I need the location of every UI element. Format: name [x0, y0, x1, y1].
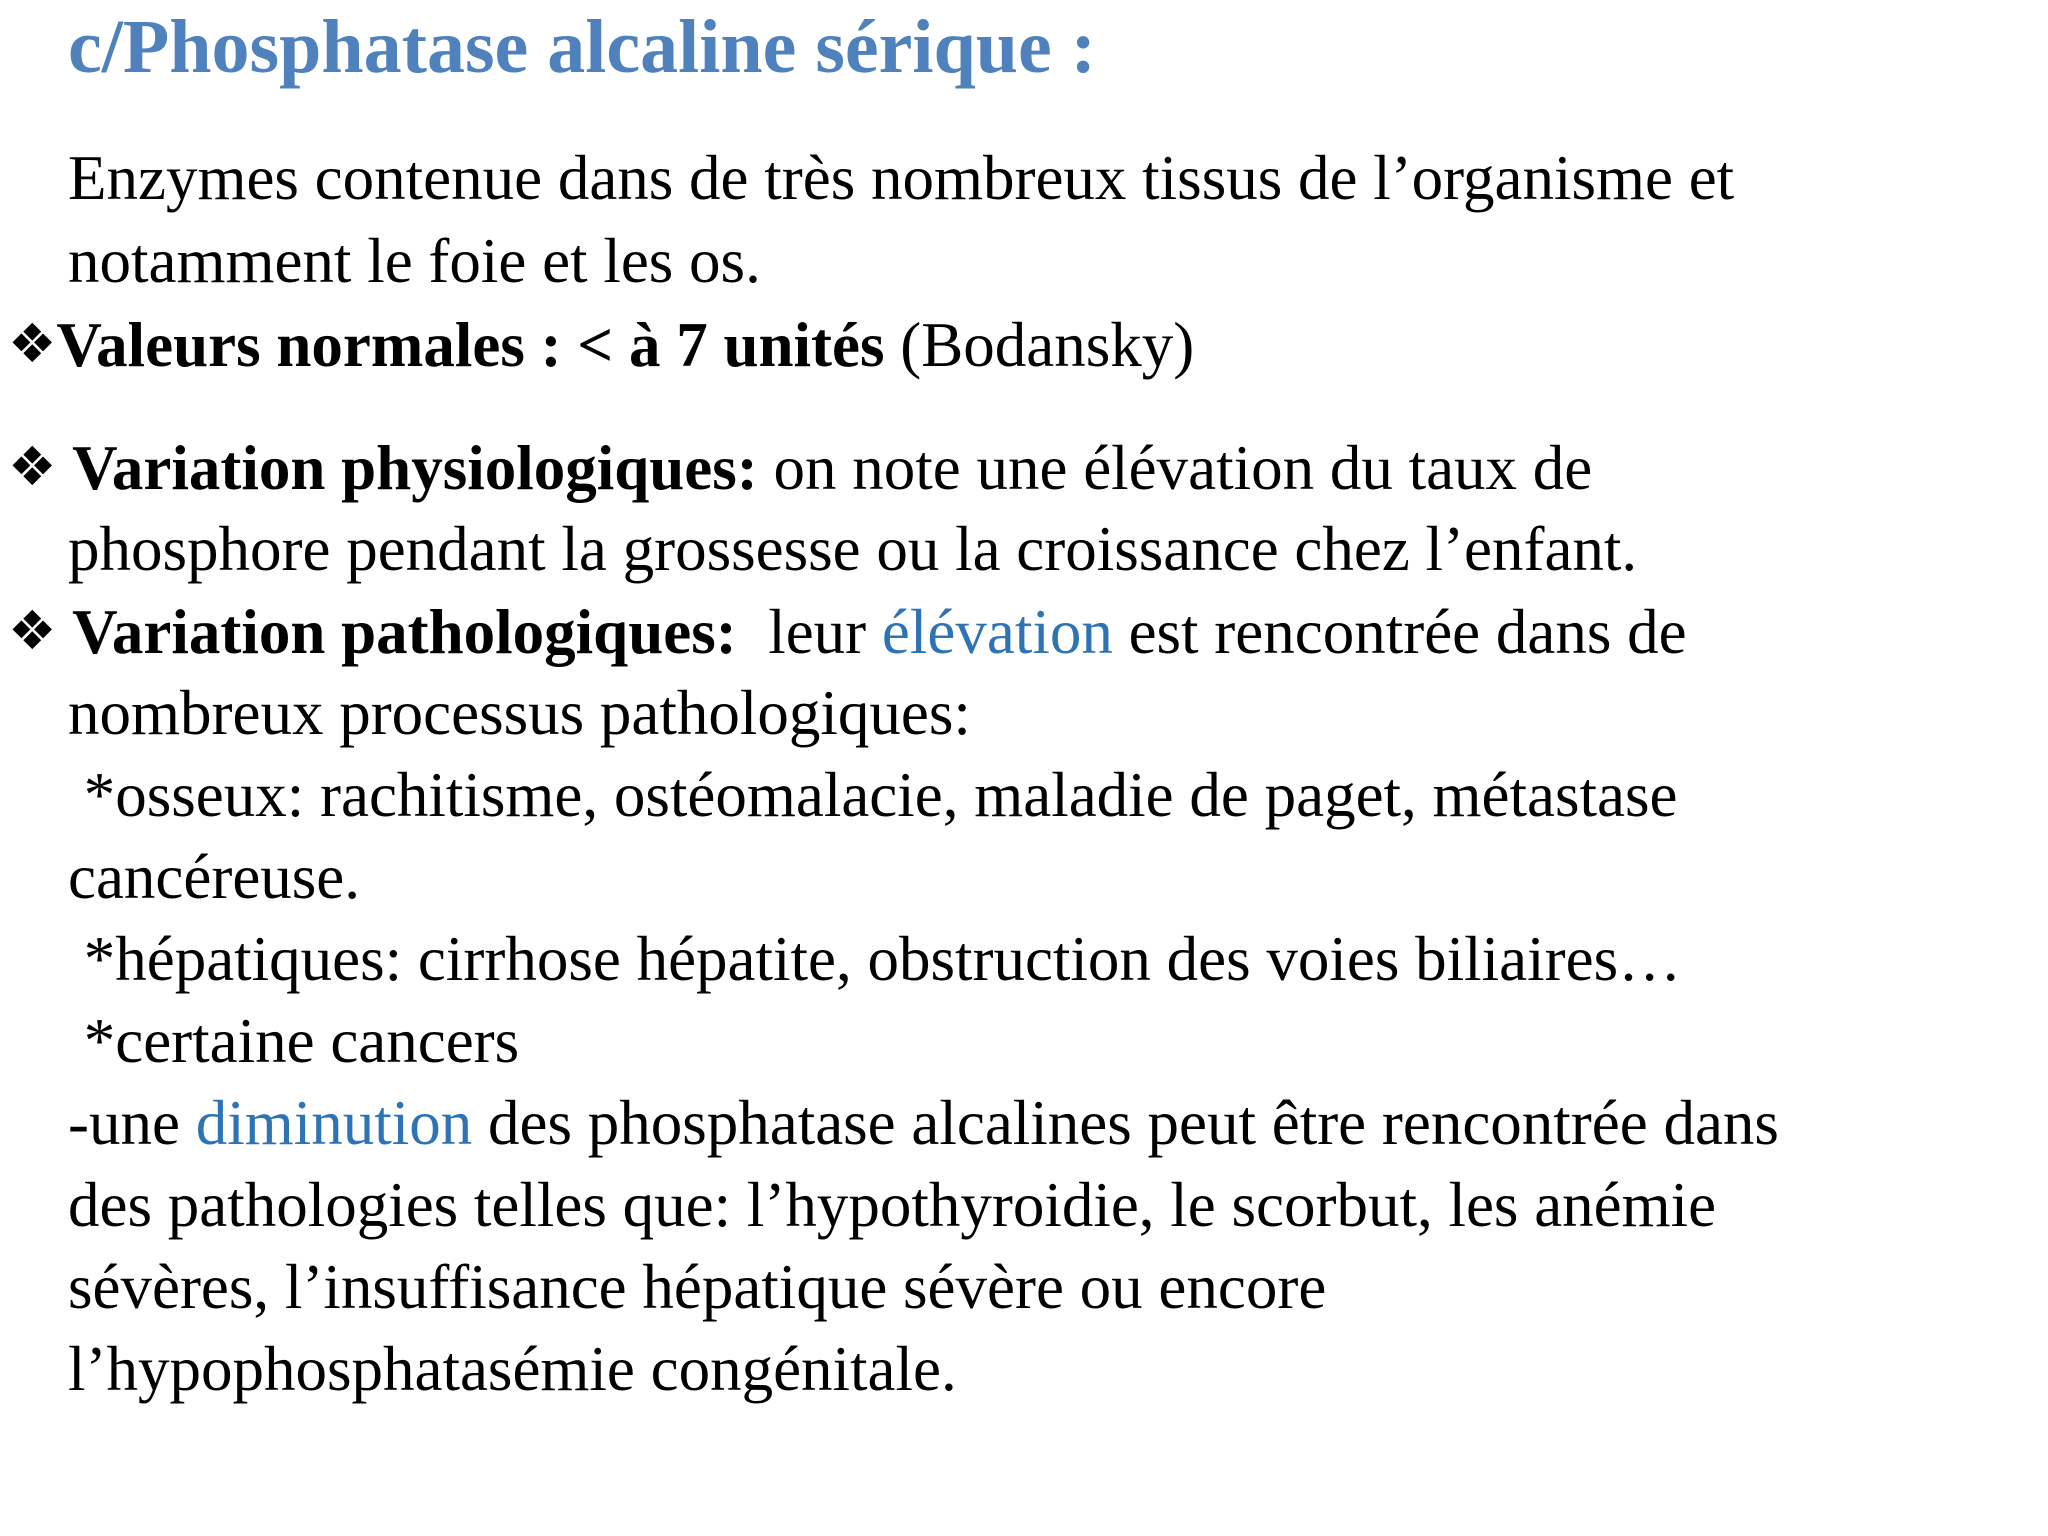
- intro-line-1: Enzymes contenue dans de très nombreux tissus de l’organisme et: [68, 143, 1735, 213]
- physiological-bullet: [8, 427, 1592, 508]
- pathological-highlight: élévation: [881, 597, 1113, 667]
- pathological-label: Variation pathologiques:: [72, 597, 737, 667]
- cancers-line: *certaine cancers: [68, 1006, 520, 1076]
- osseux-line-1: *osseux: rachitisme, ostéomalacie, maladie de paget, métastase: [68, 760, 1678, 830]
- physiological-line-2: phosphore pendant la grossesse ou la croissance chez l’enfant.: [68, 514, 1638, 584]
- normal-values-bullet: [8, 304, 1194, 385]
- intro-line-2: notamment le foie et les os.: [68, 226, 761, 296]
- decrease-line-2: des pathologies telles que: l’hypothyroidie, le scorbut, les anémie: [68, 1170, 1717, 1240]
- decrease-line-4: l’hypophosphatasémie congénitale.: [68, 1334, 957, 1404]
- diamond-bullet-icon: ❖: [8, 435, 57, 498]
- pathological-bullet: [8, 591, 1687, 672]
- normal-values-label: Valeurs normales : < à 7 unités: [56, 310, 885, 380]
- decrease-pre: -une: [68, 1088, 196, 1158]
- osseux-line-2: cancéreuse.: [68, 842, 361, 912]
- diamond-bullet-icon: ❖: [8, 312, 57, 375]
- normal-values-unit: (Bodansky): [884, 310, 1195, 380]
- pathological-pre: leur: [736, 597, 882, 667]
- physiological-label: Variation physiologiques:: [72, 433, 758, 503]
- slide-title: c/Phosphatase alcaline sérique :: [68, 5, 1097, 89]
- pathological-post: est rencontrée dans de: [1112, 597, 1687, 667]
- physiological-text: on note une élévation du taux de: [757, 433, 1593, 503]
- hepatiques-line: *hépatiques: cirrhose hépatite, obstruction des voies biliaires…: [68, 924, 1682, 994]
- diamond-bullet-icon: ❖: [8, 599, 57, 662]
- decrease-line-3: sévères, l’insuffisance hépatique sévère ou encore: [68, 1252, 1327, 1322]
- pathological-line-2: nombreux processus pathologiques:: [68, 678, 971, 748]
- decrease-highlight: diminution: [195, 1088, 473, 1158]
- decrease-post: des phosphatase alcalines peut être rencontrée dans: [472, 1088, 1779, 1158]
- decrease-line-1: [68, 1083, 1779, 1163]
